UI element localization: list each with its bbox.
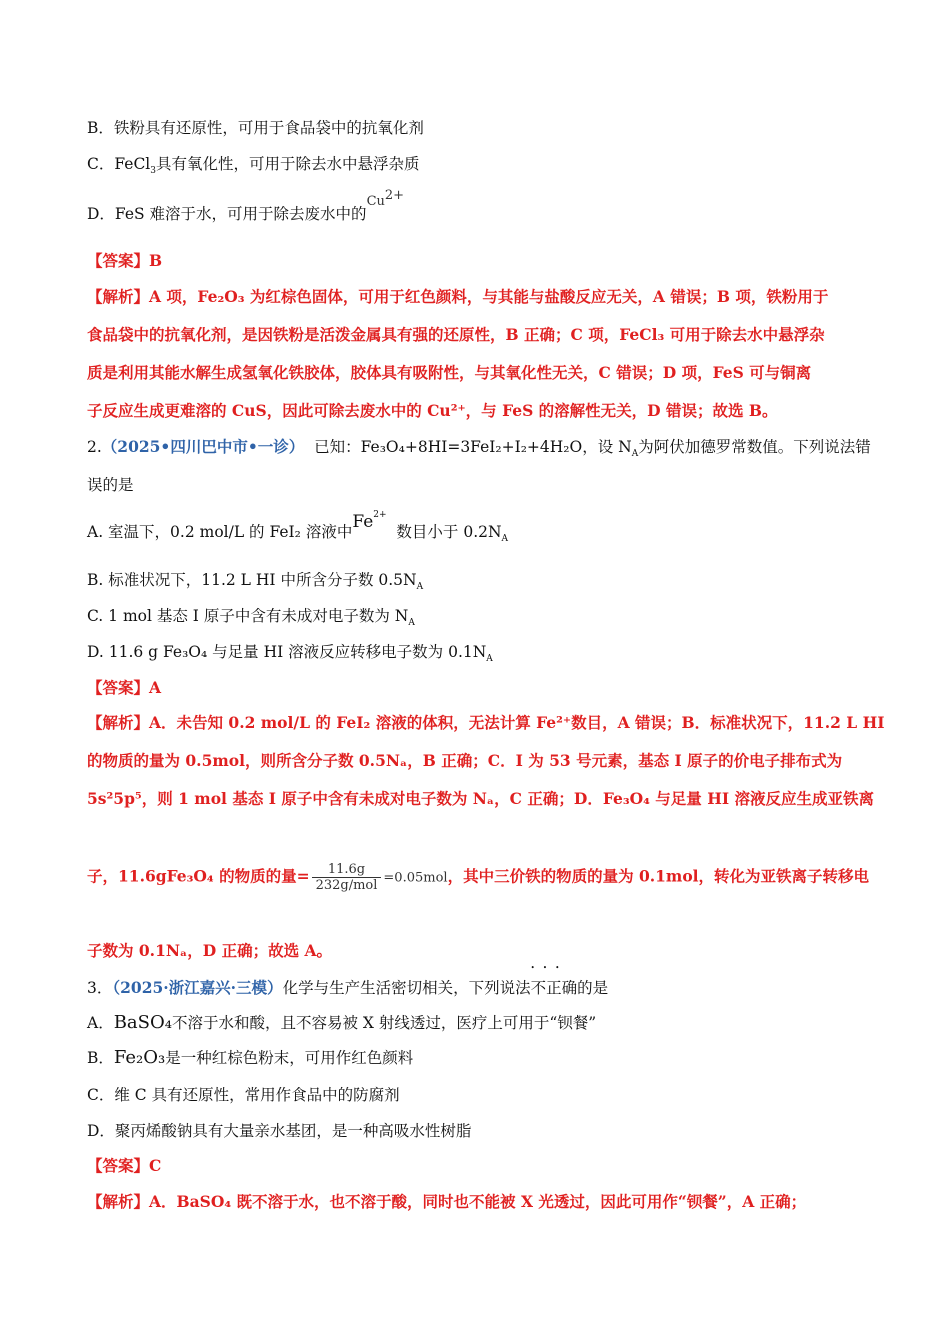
- q2-source: （2025•四川巴中市•一诊）: [101, 437, 305, 456]
- q3-stem: 3．（2025·浙江嘉兴·三模）化学与生产生活密切相关，下列说法• • • 不正确的是: [87, 976, 608, 998]
- q2-option-d: D. 11.6 g Fe₃O₄ 与足量 HI 溶液反应转移电子数为 $0.1N_A$: [87, 643, 493, 665]
- q2-option-b: B. 标准状况下，11.2 L HI 中所含分子数 $0.5N_A$: [87, 571, 424, 593]
- q2-explanation-line: 5s²5p⁵，则 1 mol 基态 I 原子中含有未成对电子数为 Nₐ，C 正确；D．Fe₃O₄ 与足量 HI 溶液反应生成亚铁离: [87, 789, 874, 808]
- q2-answer: 【答案】A: [87, 678, 162, 697]
- q2-stem: 2.（2025•四川巴中市•一诊） 已知：Fe₃O₄+8HI=3FeI₂+I₂+4H₂O，设 $N_A$为阿伏加德罗常数值。下列说法错: [87, 437, 871, 460]
- q2-number: 2.: [87, 438, 102, 456]
- q2-explanation-line: 【解析】A．未告知 0.2 mol/L 的 FeI₂ 溶液的体积，无法计算 Fe²⁺数目，A 错误；B．标准状况下，11.2 L HI: [87, 713, 885, 732]
- q1-answer: 【答案】B: [87, 251, 163, 270]
- q2-explanation-line: 子数为 0.1Nₐ，D 正确；故选 A。: [87, 941, 333, 960]
- q2-option-c: C. 1 mol 基态 I 原子中含有未成对电子数为 $N_A$: [87, 607, 415, 629]
- q2-explanation-line: 子，11.6gFe₃O₄ 的物质的量= $\frac{11.6g}{\text{232g/mol}}$ =0.05mol，其中三价铁的物质的量为 0.1mol，转化为亚铁离子转移电: [87, 862, 870, 893]
- q1-explanation-line: 食品袋中的抗氧化剂，是因铁粉是活泼金属具有强的还原性，B 正确；C 项，FeCl₃ 可用于除去水中悬浮杂: [87, 325, 825, 344]
- emphasis-not-correct: • • • 不正确: [531, 976, 578, 998]
- q3-option-a: A．BaSO₄不溶于水和酸，且不容易被 X 射线透过，医疗上可用于“钡餐”: [87, 1012, 597, 1033]
- q1-option-b: B．铁粉具有还原性，可用于食品袋中的抗氧化剂: [87, 119, 424, 137]
- q3-option-c: C．维 C 具有还原性，常用作食品中的防腐剂: [87, 1086, 400, 1104]
- q1-option-c: C．FeCl$_3$具有氧化性，可用于除去水中悬浮杂质: [87, 155, 420, 177]
- q1-option-d: D．FeS 难溶于水，可用于除去废水中的$^{Cu2+}$: [87, 187, 405, 223]
- q2-explanation-line: 的物质的量为 0.5mol，则所含分子数 0.5Nₐ，B 正确；C．I 为 53 号元素，基态 I 原子的价电子排布式为: [87, 751, 843, 770]
- q3-option-d: D．聚丙烯酸钠具有大量亲水基团，是一种高吸水性树脂: [87, 1122, 472, 1140]
- q1-explanation-line: 【解析】A 项，Fe₂O₃ 为红棕色固体，可用于红色颜料，与其能与盐酸反应无关，A 错误；B 项，铁粉用于: [87, 287, 829, 306]
- fraction: $\frac{11.6g}{\text{232g/mol}}$: [312, 862, 382, 893]
- q3-explanation-line: 【解析】A．BaSO₄ 既不溶于水，也不溶于酸，同时也不能被 X 光透过，因此可用作“钡餐”，A 正确；: [87, 1192, 807, 1211]
- q2-option-a: A. 室温下，0.2 mol/L 的 FeI₂ 溶液中$Fe^{2+}$ 数目小于 $0.2N_A$: [87, 509, 509, 545]
- q1-explanation-line: 子反应生成更难溶的 CuS，因此可除去废水中的 Cu²⁺，与 FeS 的溶解性无关，D 错误；故选 B。: [87, 401, 778, 420]
- q2-stem-line2: 误的是: [87, 476, 134, 494]
- q3-number: 3．: [87, 979, 113, 997]
- q3-source: （2025·浙江嘉兴·三模）: [112, 978, 283, 997]
- q3-answer: 【答案】C: [87, 1156, 162, 1175]
- q1-explanation-line: 质是利用其能水解生成氢氧化铁胶体，胶体具有吸附性，与其氧化性无关，C 错误；D 项，FeS 可与铜离: [87, 363, 812, 382]
- q3-option-b: B．Fe₂O₃是一种红棕色粉末，可用作红色颜料: [87, 1047, 414, 1068]
